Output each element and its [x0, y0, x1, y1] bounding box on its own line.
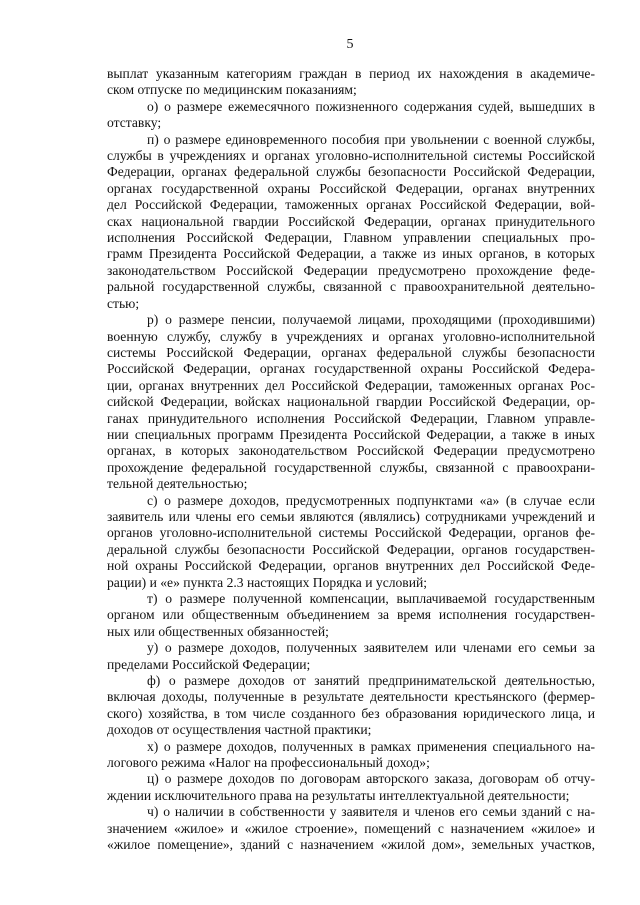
text-line: ной охраны Российской Федерации, органов внутренних дел Российской Феде- — [107, 558, 595, 574]
text-line: грамм Президента Российской Федерации, а также из иных органов, в которых — [107, 246, 595, 262]
text-line: законодательством Российской Федерации предусмотрено прохождение феде- — [107, 262, 595, 278]
text-line: «жилое помещение», зданий с назначением «жилой дом», земельных участков, — [107, 837, 595, 853]
text-line: у) о размере доходов, полученных заявителем или членами его семьи за — [147, 640, 595, 656]
text-line: ч) о наличии в собственности у заявителя и членов его семьи зданий с на- — [147, 804, 595, 820]
text-line: р) о размере пенсии, получаемой лицами, проходящими (проходившими) — [147, 312, 595, 328]
document-body — [107, 66, 595, 854]
text-line: дел Российской Федерации, таможенных органах Российской Федерации, вой- — [107, 197, 595, 213]
text-line: включая доходы, полученные в результате деятельности крестьянского (фермер- — [107, 689, 595, 705]
text-line: ф) о размере доходов от занятий предпринимательской деятельностью, — [147, 673, 595, 689]
text-line: пределами Российской Федерации; — [107, 656, 311, 672]
text-line: ждении исключительного права на результаты интеллектуальной деятельности; — [107, 787, 570, 803]
text-line: отставку; — [107, 115, 162, 131]
text-line: органов уголовно-исполнительной системы Российской Федерации, органов фе- — [107, 525, 595, 541]
text-line: т) о размере полученной компенсации, выплачиваемой государственным — [147, 591, 595, 606]
text-line: системы Российской Федерации, органах федеральной службы безопасности — [107, 344, 595, 360]
text-line: ных или общественных обязанностей; — [107, 623, 329, 639]
text-line: ц) о размере доходов по договорам авторского заказа, договорам об отчу- — [147, 771, 595, 787]
text-line: службы в учреждениях и органах уголовно-исполнительной системы Российской — [107, 148, 595, 164]
text-line: доходов от осуществления частной практики; — [107, 722, 372, 738]
text-line: с) о размере доходов, предусмотренных подпунктами «а» (в случае если — [147, 492, 595, 508]
text-line: Федерации, органах федеральной службы безопасности Российской Федерации, — [107, 164, 595, 180]
text-line: рации) и «е» пункта 2.3 настоящих Порядка и условий; — [107, 574, 428, 590]
text-line: нии специальных программ Президента Российской Федерации, а также в иных — [107, 426, 595, 442]
text-line: Российской Федерации, органах государственной охраны Российской Федера- — [107, 361, 595, 377]
text-line: тельной деятельностью; — [107, 476, 248, 492]
text-line: ском отпуске по медицинским показаниям; — [107, 82, 357, 98]
text-line: заявитель или члены его семьи являются (являлись) сотрудниками учреждений и — [107, 508, 595, 524]
page-number: 5 — [346, 37, 354, 52]
text-line: ского) хозяйства, в том числе созданного без образования юридического лица, и — [107, 705, 595, 721]
text-line: ганах принудительного исполнения Российской Федерации, Главном управле- — [107, 410, 595, 426]
text-line: значением «жилое» и «жилое строение», помещений с назначением «жилое» и — [107, 820, 595, 836]
text-line: деральной службы безопасности Российской Федерации, органов государствен- — [107, 541, 595, 557]
text-line: ции, органах внутренних дел Российской Федерации, таможенных органах Рос- — [107, 377, 595, 393]
text-line: логового режима «Налог на профессиональный доход»; — [107, 755, 430, 771]
text-line: сийской Федерации, войсках национальной гвардии Российской Федерации, ор- — [107, 394, 595, 410]
text-line: ральной государственной службы, связанной с правоохранительной деятельно- — [107, 279, 595, 295]
text-line: сках национальной гвардии Российской Федерации, органах принудительного — [107, 213, 595, 229]
text-line: органом или общественным объединением за время исполнения государствен- — [107, 607, 595, 623]
text-line: о) о размере ежемесячного пожизненного содержания судей, вышедших в — [147, 98, 595, 114]
text-line: прохождение федеральной государственной службы, связанной с правоохрани- — [107, 459, 595, 475]
text-line: стью; — [107, 295, 140, 311]
text-line: военную службу, службу в учреждениях и органах уголовно-исполнительной — [107, 328, 595, 344]
text-line: выплат указанным категориям граждан в период их нахождения в академиче- — [107, 66, 595, 81]
text-line: х) о размере доходов, полученных в рамках применения специального на- — [147, 738, 595, 754]
text-line: органах государственной охраны Российской Федерации, органах внутренних — [107, 180, 595, 196]
text-line: исполнения Российской Федерации, Главном управлении специальных про- — [107, 230, 595, 246]
text-line: органах, в которых законодательством Российской Федерации предусмотрено — [107, 443, 595, 459]
text-line: п) о размере единовременного пособия при увольнении с военной службы, — [147, 131, 595, 147]
